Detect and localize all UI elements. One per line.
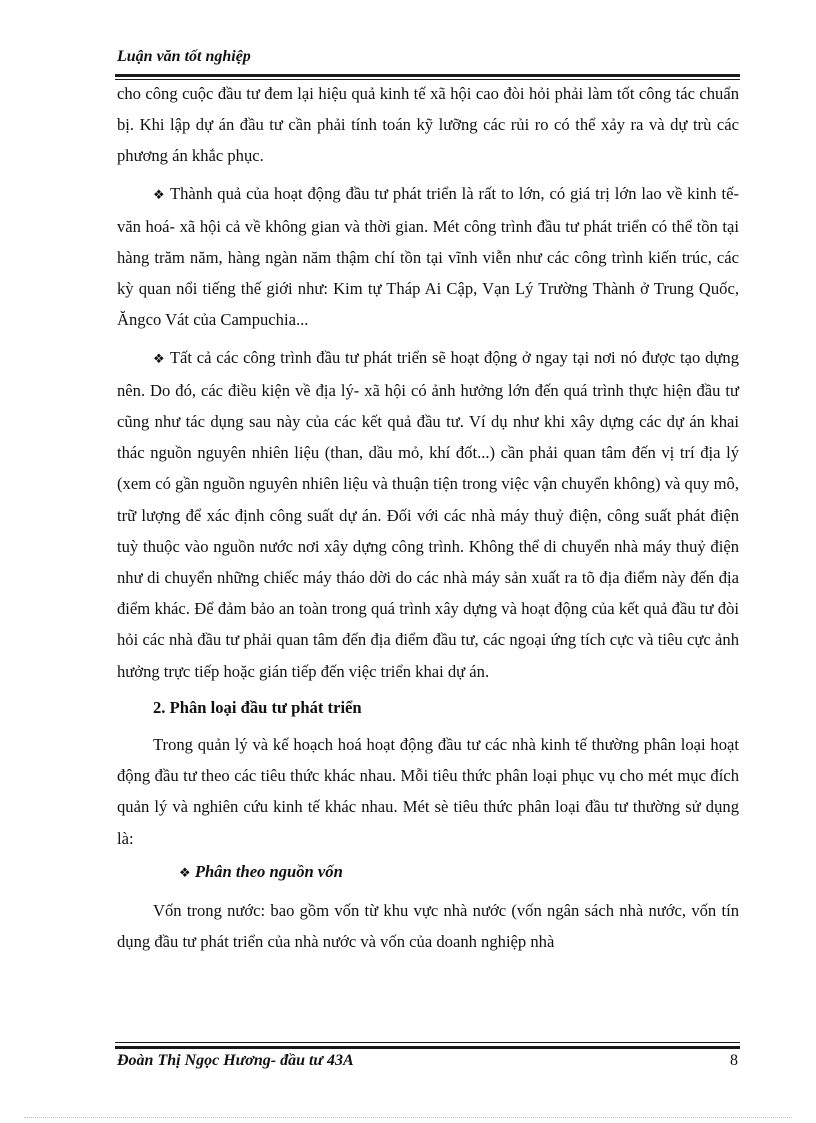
diamond-bullet-icon: ❖: [153, 351, 166, 367]
subsection-heading: [117, 856, 739, 889]
footer-rule-thin: [115, 1042, 740, 1043]
paragraph-continuation: cho công cuộc đầu tư đem lại hiệu quả kinh tế xã hội cao đòi hỏi phải làm tốt công tác chuẩn bị. Khi lập dự án đầu tư cần phải tính toán kỹ lưỡng các rủi ro có thể xảy ra và dự trù các phương án khắc phục.: [117, 84, 739, 166]
page-break-line: [24, 1117, 792, 1118]
diamond-bullet-icon: ❖: [179, 865, 191, 881]
footer-author: Đoàn Thị Ngọc Hương- đầu tư 43A: [117, 1052, 354, 1069]
footer-rule-thick: [115, 1046, 740, 1049]
section-heading: 2. Phân loại đầu tư phát triển: [153, 697, 362, 717]
header-title: Luận văn tốt nghiệp: [117, 48, 251, 65]
paragraph-domestic-capital: Vốn trong nước: bao gồm vốn từ khu vực nhà nước (vốn ngân sách nhà nước, vốn tín dụng đầu tư phát triển của nhà nước và vốn của doanh nghiệp nhà: [117, 901, 739, 952]
bullet-paragraph-results-text: Thành quả của hoạt động đầu tư phát triển là rất to lớn, có giá trị lớn lao về kinh tế- văn hoá- xã hội cả về không gian và thời gian. Mét công trình đầu tư phát triển có thể tồn tại hàng trăm năm, hàng ngàn năm thậm chí tồn tại vĩnh viễn như các công trình kiến trúc, các kỳ quan nổi tiếng thế giới như: Kim tự Tháp Ai Cập, Vạn Lý Trường Thành ở Trung Quốc, Ăngco Vát của Campuchia...: [117, 183, 739, 330]
bullet-paragraph-results: [117, 178, 739, 336]
subsection-heading-text: Phân theo nguồn vốn: [194, 861, 343, 881]
paragraph-classification: Trong quản lý và kế hoạch hoá hoạt động đầu tư các nhà kinh tế thường phân loại hoạt động đầu tư theo các tiêu thức khác nhau. Mỗi tiêu thức phân loại phục vụ cho mét mục đích quản lý và nghiên cứu kinh tế khác nhau. Mét sè tiêu thức phân loại đầu tư thường sử dụng là:: [117, 735, 739, 848]
bullet-paragraph-location-text: Tất cả các công trình đầu tư phát triển sẽ hoạt động ở ngay tại nơi nó được tạo dựng nên. Do đó, các điều kiện về địa lý- xã hội có ảnh hưởng lớn đến quá trình thực hiện đầu tư cũng như tác dụng sau này của các kết quả đầu tư. Ví dụ như khi xây dựng các dự án khai thác nguồn nguyên nhiên liệu (than, dầu mỏ, khí đốt...) cần phải quan tâm đến vị trí địa lý (xem có gần nguồn nguyên nhiên liệu và thuận tiện trong việc vận chuyển không) và quy mô, trữ lượng để xác định công suất dự án. Đối với các nhà máy thuỷ điện, công suất phát điện tuỳ thuộc vào nguồn nước nơi xây dựng công trình. Không thể di chuyển nhà máy thuỷ điện như di chuyển những chiếc máy tháo dời do các nhà máy sản xuất ra tõ địa điểm này đến địa điểm khác. Để đảm bảo an toàn trong quá trình xây dựng và hoạt động của kết quả đầu tư đòi hỏi các nhà đầu tư phải quan tâm đến địa điểm đầu tư, các ngoại ứng tích cực và tiêu cực ảnh hưởng trực tiếp hoặc gián tiếp đến việc triển khai dự án.: [117, 347, 740, 681]
document-body: [117, 78, 739, 957]
page-number: 8: [730, 1052, 738, 1069]
diamond-bullet-icon: ❖: [153, 187, 166, 203]
bullet-paragraph-location: [117, 342, 739, 687]
header-rule-thick: [115, 74, 740, 77]
